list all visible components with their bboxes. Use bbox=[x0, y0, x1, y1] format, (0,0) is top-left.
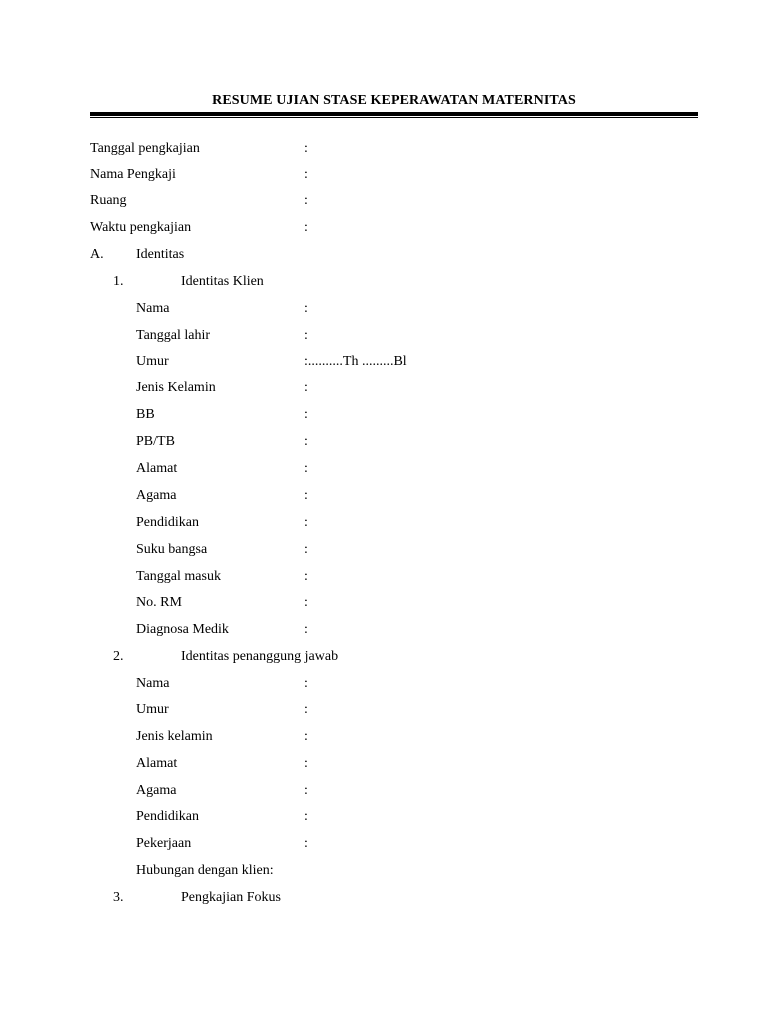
field-colon: : bbox=[304, 434, 308, 449]
subsection-heading-penanggung-jawab: Identitas penanggung jawab bbox=[181, 649, 339, 664]
subsection-marker: 1. bbox=[113, 274, 124, 289]
subsection-heading-pengkajian-fokus: Pengkajian Fokus bbox=[181, 890, 281, 905]
field-label-no-rm: No. RM bbox=[136, 595, 182, 610]
field-label-pendidikan: Pendidikan bbox=[136, 809, 199, 824]
field-colon: : bbox=[304, 461, 308, 476]
subsection-heading-identitas-klien: Identitas Klien bbox=[181, 274, 264, 289]
field-label-pendidikan: Pendidikan bbox=[136, 515, 199, 530]
field-label-pb-tb: PB/TB bbox=[136, 434, 175, 449]
title-rule-thick bbox=[90, 112, 698, 116]
field-label-agama: Agama bbox=[136, 783, 177, 798]
field-label-jenis-kelamin: Jenis Kelamin bbox=[136, 380, 216, 395]
field-colon: : bbox=[304, 380, 308, 395]
section-heading-identitas: Identitas bbox=[136, 247, 185, 262]
field-label-tanggal-lahir: Tanggal lahir bbox=[136, 328, 211, 343]
field-colon: : bbox=[304, 515, 308, 530]
field-colon: : bbox=[304, 141, 308, 156]
field-colon: : bbox=[304, 542, 308, 557]
field-colon: : bbox=[304, 328, 308, 343]
field-label-alamat: Alamat bbox=[136, 756, 178, 771]
field-label-hubungan-dengan-klien: Hubungan dengan klien: bbox=[136, 863, 274, 878]
field-label-suku-bangsa: Suku bangsa bbox=[136, 542, 208, 557]
field-colon: : bbox=[304, 836, 308, 851]
field-colon: : bbox=[304, 167, 308, 182]
field-label-agama: Agama bbox=[136, 488, 177, 503]
field-colon: : bbox=[304, 301, 308, 316]
field-label-pekerjaan: Pekerjaan bbox=[136, 836, 192, 851]
field-colon: : bbox=[304, 729, 308, 744]
field-label-diagnosa-medik: Diagnosa Medik bbox=[136, 622, 229, 637]
field-label-waktu-pengkajian: Waktu pengkajian bbox=[90, 220, 192, 235]
document-title: RESUME UJIAN STASE KEPERAWATAN MATERNITAS bbox=[212, 93, 576, 108]
field-colon: : bbox=[304, 407, 308, 422]
field-colon: : bbox=[304, 595, 308, 610]
field-label-tanggal-masuk: Tanggal masuk bbox=[136, 569, 221, 584]
field-colon: : bbox=[304, 809, 308, 824]
subsection-marker: 2. bbox=[113, 649, 124, 664]
field-label-tanggal-pengkajian: Tanggal pengkajian bbox=[90, 141, 200, 156]
field-label-bb: BB bbox=[136, 407, 155, 422]
field-label-nama: Nama bbox=[136, 301, 170, 316]
field-value-umur: :..........Th .........Bl bbox=[304, 354, 407, 369]
field-label-jenis-kelamin: Jenis kelamin bbox=[136, 729, 213, 744]
field-label-umur: Umur bbox=[136, 354, 169, 369]
field-colon: : bbox=[304, 488, 308, 503]
field-label-ruang: Ruang bbox=[90, 193, 127, 208]
field-label-nama: Nama bbox=[136, 676, 170, 691]
title-rule-thin bbox=[90, 117, 698, 118]
field-colon: : bbox=[304, 702, 308, 717]
section-marker: A. bbox=[90, 247, 104, 262]
field-label-nama-pengkaji: Nama Pengkaji bbox=[90, 167, 176, 182]
field-colon: : bbox=[304, 783, 308, 798]
field-colon: : bbox=[304, 622, 308, 637]
field-colon: : bbox=[304, 756, 308, 771]
field-colon: : bbox=[304, 220, 308, 235]
subsection-marker: 3. bbox=[113, 890, 124, 905]
field-colon: : bbox=[304, 193, 308, 208]
field-colon: : bbox=[304, 676, 308, 691]
field-label-umur: Umur bbox=[136, 702, 169, 717]
field-label-alamat: Alamat bbox=[136, 461, 178, 476]
field-colon: : bbox=[304, 569, 308, 584]
